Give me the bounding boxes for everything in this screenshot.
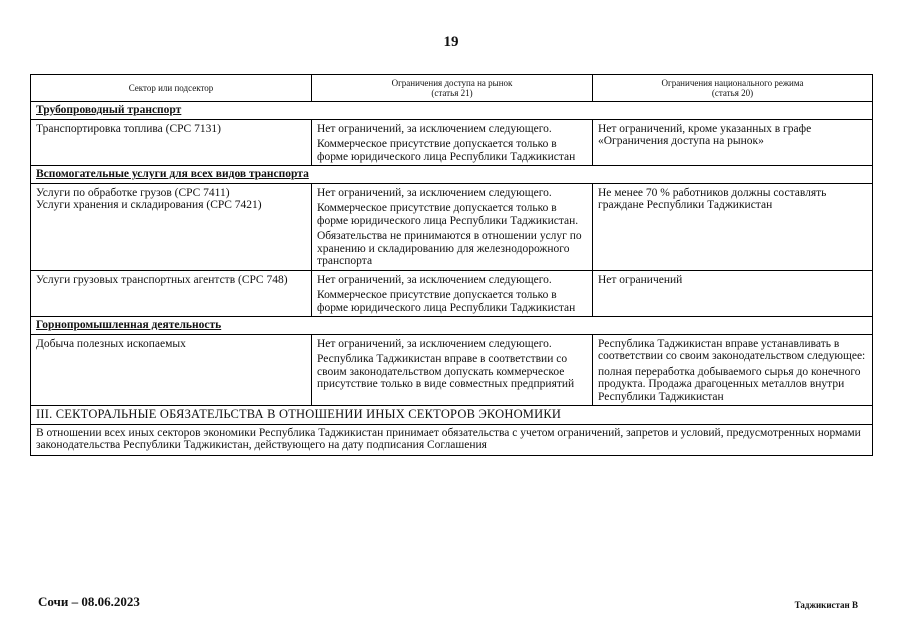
section-row-pipeline bbox=[31, 102, 873, 120]
section-title-mining: Горнопромышленная деятельность bbox=[31, 317, 873, 335]
header-national-treatment: Ограничения национального режима (статья 20) bbox=[593, 75, 873, 102]
national-treatment-cell: Республика Таджикистан вправе устанавливать в соответствии со своим законодательством следующее: полная переработка добываемого сырья до конечного продукта. Продажа драгоценных металлов внутри Республики Таджикистан bbox=[593, 334, 873, 406]
header-market-access: Ограничения доступа на рынок (статья 21) bbox=[312, 75, 593, 102]
market-access-cell: Нет ограничений, за исключением следующего. Коммерческое присутствие допускается только в форме юридического лица Республики Таджикистан. Обязательства не принимаются в отношении услуг по хранению и складированию для железнодорожного транспорта bbox=[312, 183, 593, 270]
table-header-row bbox=[31, 75, 873, 102]
other-sectors-text: В отношении всех иных секторов экономики Республика Таджикистан принимает обязательства с учетом ограничений, запретов и условий, предусмотренных нормами законодательства Республики Таджикистан, действующего на дату подписания Соглашения bbox=[31, 424, 873, 455]
sector-cell: Транспортировка топлива (CPC 7131) bbox=[31, 119, 312, 166]
section-row-other bbox=[31, 406, 873, 425]
section-row-aux bbox=[31, 166, 873, 184]
market-access-cell: Нет ограничений, за исключением следующего. Коммерческое присутствие допускается только в форме юридического лица Республики Таджикистан bbox=[312, 119, 593, 166]
section-title-aux: Вспомогательные услуги для всех видов транспорта bbox=[31, 166, 873, 184]
table-row bbox=[31, 334, 873, 406]
table-row bbox=[31, 119, 873, 166]
commitments-table bbox=[30, 74, 873, 456]
table-row bbox=[31, 270, 873, 317]
header-sector: Сектор или подсектор bbox=[31, 75, 312, 102]
section-title-pipeline: Трубопроводный транспорт bbox=[31, 102, 873, 120]
section-row-mining bbox=[31, 317, 873, 335]
sector-cell: Услуги по обработке грузов (CPC 7411) Услуги хранения и складирования (CPC 7421) bbox=[31, 183, 312, 270]
national-treatment-cell: Нет ограничений, кроме указанных в графе «Ограничения доступа на рынок» bbox=[593, 119, 873, 166]
table-row bbox=[31, 424, 873, 455]
market-access-cell: Нет ограничений, за исключением следующего. Коммерческое присутствие допускается только в форме юридического лица Республики Таджикистан bbox=[312, 270, 593, 317]
footer-place-date: Сочи – 08.06.2023 bbox=[38, 594, 140, 609]
sector-cell: Добыча полезных ископаемых bbox=[31, 334, 312, 406]
sector-cell: Услуги грузовых транспортных агентств (CPC 748) bbox=[31, 270, 312, 317]
national-treatment-cell: Нет ограничений bbox=[593, 270, 873, 317]
page-number: 19 bbox=[443, 34, 459, 50]
market-access-cell: Нет ограничений, за исключением следующего. Республика Таджикистан вправе в соответствии со своим законодательством допускать коммерческое присутствие только в виде совместных предприятий bbox=[312, 334, 593, 406]
footer-annex-label: Таджикистан В bbox=[794, 600, 858, 610]
table-row bbox=[31, 183, 873, 270]
national-treatment-cell: Не менее 70 % работников должны составлять граждане Республики Таджикистан bbox=[593, 183, 873, 270]
section-title-other: III. СЕКТОРАЛЬНЫЕ ОБЯЗАТЕЛЬСТВА В ОТНОШЕНИИ ИНЫХ СЕКТОРОВ ЭКОНОМИКИ bbox=[31, 406, 873, 425]
